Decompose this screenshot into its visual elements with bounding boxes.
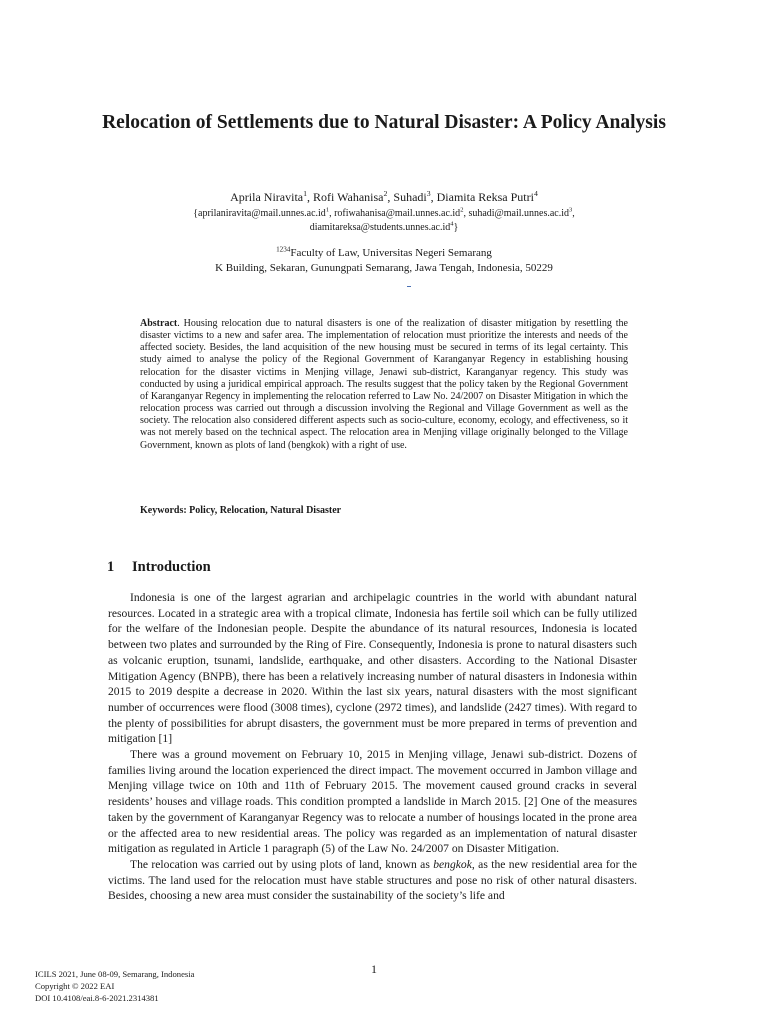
paragraph: The relocation was carried out by using plots of land, known as bengkok, as the new residential area for the victims. The land used for the relocation must have stable structures and pose no risk of other natural disasters. Besides, choosing a new area must consider the sustainability of the society’s life and — [108, 857, 637, 903]
affiliation-line-2: K Building, Sekaran, Gunungpati Semarang, Jawa Tengah, Indonesia, 50229 — [215, 262, 553, 274]
section-title: Introduction — [132, 559, 211, 575]
page-number: 1 — [371, 962, 377, 976]
author-name: Suhadi — [393, 190, 427, 204]
footer-conference: ICILS 2021, June 08-09, Semarang, Indonesia — [35, 969, 195, 979]
link-mark — [407, 286, 411, 287]
author-email[interactable]: rofiwahanisa@mail.unnes.ac.id — [334, 208, 461, 219]
paragraph: Indonesia is one of the largest agrarian and archipelagic countries in the world with abundant natural resources. Located in a strategic area with a tropical climate, Indonesia has fertile soil which can be fully utilized for the welfare of the Indonesian people. Despite the abundance of its natural resources, Indonesia is located between two plates and surrounded by the Ring of Fire. Consequently, Indonesia is prone to natural disasters such as volcanic eruption, tsunami, landslide, earthquake, and other disasters. According to the National Disaster Mitigation Agency (BNPB), there has been a relatively increasing number of natural disasters in Indonesia within 2015 to 2019 despite a decrease in 2020. Within the last six years, natural disasters with the most significant number of occurrences were flood (3008 times), cyclone (2972 times), and landslide (2427 times). With regard to the plenty of possibilities for abrupt disasters, the government must be more prepared in terms of prevention and mitigation [1] — [108, 591, 637, 746]
keywords: Keywords: Policy, Relocation, Natural Disaster — [140, 505, 342, 516]
author-name: Rofi Wahanisa — [313, 190, 384, 204]
abstract-label: Abstract — [140, 318, 178, 329]
abstract — [140, 318, 628, 452]
section-number: 1 — [107, 559, 115, 575]
paper-title: Relocation of Settlements due to Natural Disaster: A Policy Analysis — [102, 112, 666, 133]
author-emails: {$aprilaniravita@mail.unnes.ac.id^1$, $rofiwahanisa@mail.unnes.ac.id^2$, $suhadi@mail.unnes.ac.id^3$, $diamitareksa@students.unnes.ac.id^4$} — [193, 206, 575, 233]
affiliation-line-1: $^{1234}$Faculty of Law, Universitas Negeri Semarang — [276, 245, 492, 259]
affiliation — [100, 246, 668, 276]
author-list: Aprila Niravita$^1$, Rofi Wahanisa$^2$, Suhadi$^3$, Diamita Reksa Putri$^4$ — [230, 189, 538, 204]
footer-doi: DOI 10.4108/eai.8-6-2021.2314381 — [35, 993, 159, 1003]
footer — [35, 968, 335, 1004]
author-email[interactable]: diamitareksa@students.unnes.ac.id — [309, 222, 451, 233]
emphasis-term: bengkok — [433, 857, 472, 871]
section-heading — [107, 558, 507, 576]
body-text — [108, 590, 637, 904]
author-email[interactable]: aprilaniravita@mail.unnes.ac.id — [198, 208, 326, 219]
footer-copyright: Copyright © 2022 EAI — [35, 981, 115, 991]
author-name: Diamita Reksa Putri — [436, 190, 534, 204]
paragraph: There was a ground movement on February 10, 2015 in Menjing village, Jenawi sub-district. Dozens of families living around the location experienced the direct impact. The movement occurred in Jambon village and Menjing village twice on 10th and 11th of February 2015. The movement caused ground cracks in several residents’ houses and village roads. This condition prompted a landslide in March 2015. [2] One of the measures taken by the government of Karanganyar Regency was to relocate a number of housings located in the prone area or the affected area to new residential areas. The policy was regarded as an implementation of natural disaster mitigation as regulated in Article 1 paragraph (5) of the Law No. 24/2007 on Disaster Mitigation. — [108, 748, 637, 856]
abstract-text: . Housing relocation due to natural disasters is one of the realization of disaster mitigation by resettling the disaster victims to a new and safer area. The implementation of relocation must prioritize the interests and needs of the affected society. Besides, the land acquisition of the new housing must be secured in terms of its legal certainty. This study aimed to analyse the policy of the Regional Government of Karanganyar Regency in establishing housing relocation for the disaster victims in Menjing village, Jenawi sub-district, Karanganyar regency. This study was conducted by using a juridical empirical approach. The results suggest that the policy taken by the Regional Government of Karanganyar Regency in implementing the relocation referred to Law No. 24/2007 on Disaster Mitigation in which the relocation process was carried out through a discussion involving the Regional and Village Government as well as the society. The relocation also considered different aspects such as socio-culture, economy, ecology, and effectiveness, so it was not merely based on the technical aspect. The relocation area in Menjing village originally belonged to the Village Government, known as plots of land (bengkok) with a right of use. — [140, 318, 628, 451]
author-email[interactable]: suhadi@mail.unnes.ac.id — [468, 208, 570, 219]
author-name: Aprila Niravita — [230, 190, 304, 204]
